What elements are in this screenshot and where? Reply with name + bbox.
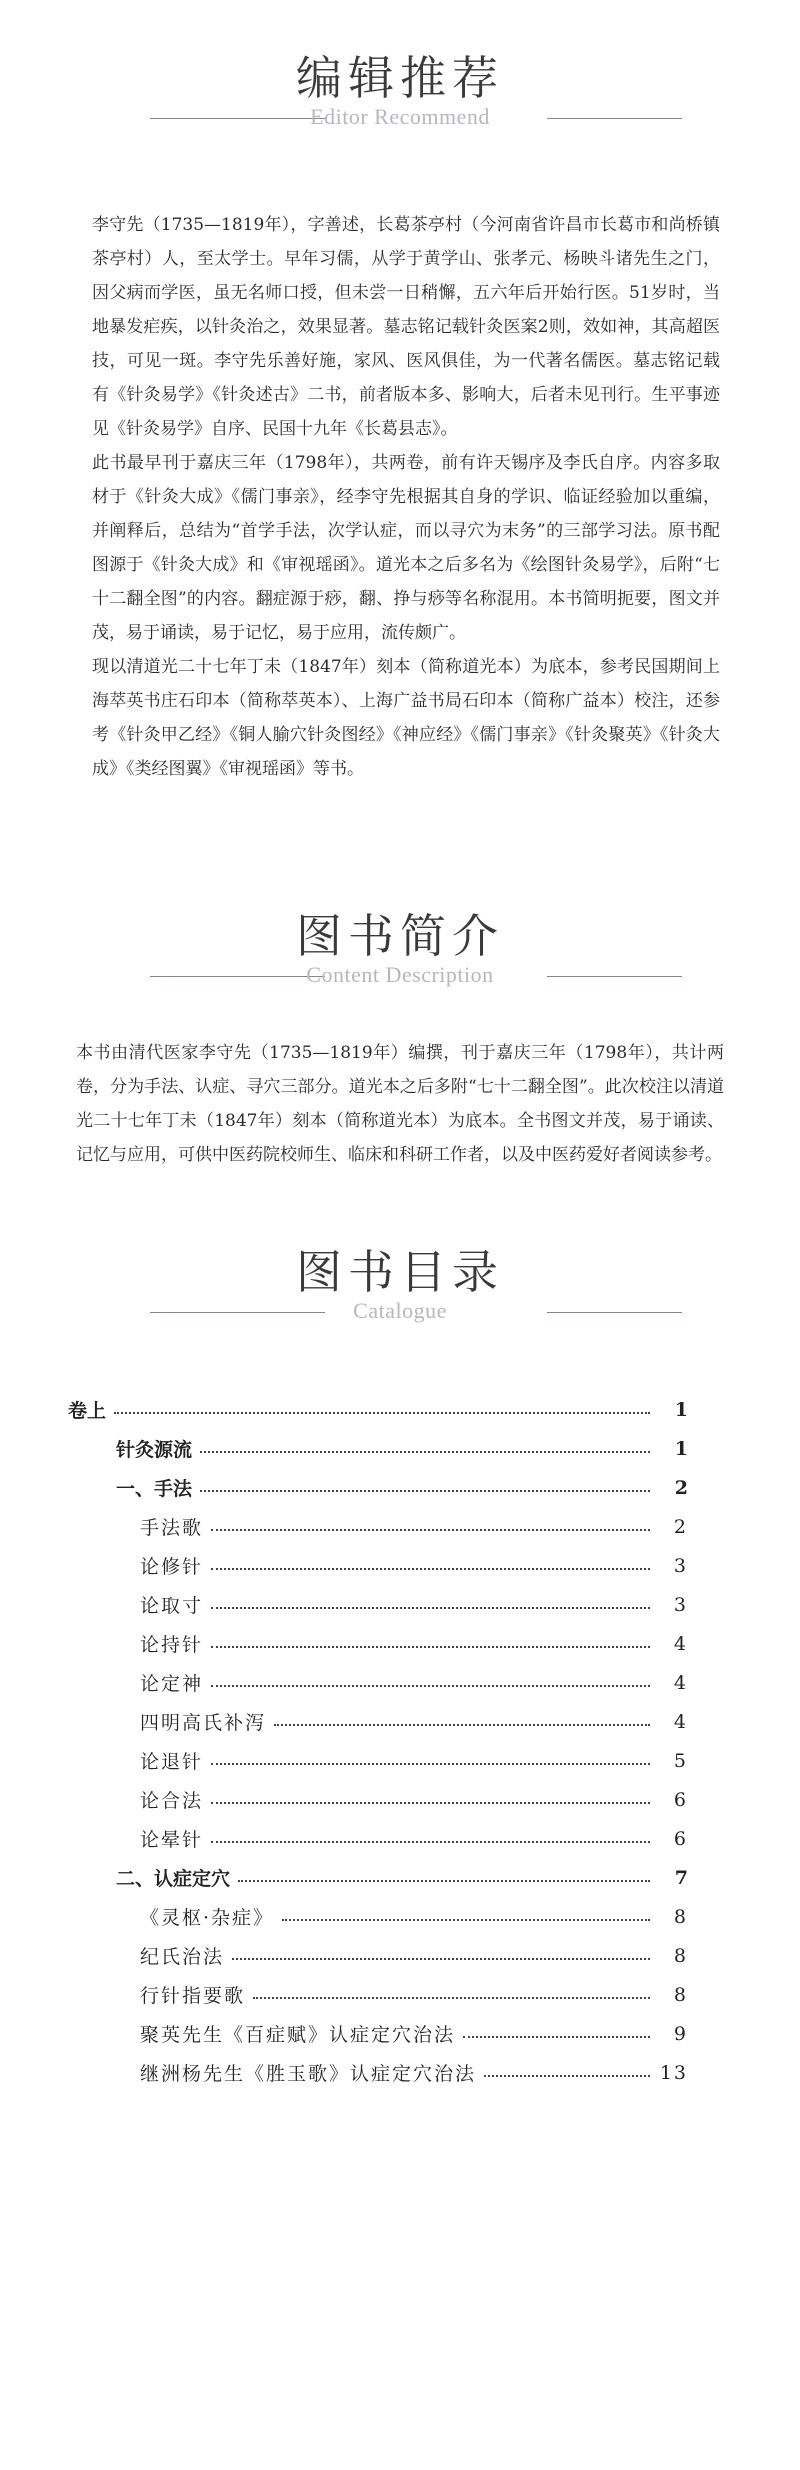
toc-entry-title: 纪氏治法 bbox=[140, 1946, 225, 1968]
toc-dot-leader bbox=[211, 1529, 650, 1531]
toc-dot-leader bbox=[463, 2036, 650, 2038]
toc-entry-title: 行针指要歌 bbox=[140, 1985, 246, 2007]
toc-entry-title: 手法歌 bbox=[140, 1517, 204, 1539]
toc-entry bbox=[68, 1819, 688, 1858]
toc-entry bbox=[68, 1975, 688, 2014]
toc-page-number: 8 bbox=[673, 1905, 688, 1928]
toc-page-number: 3 bbox=[673, 1554, 688, 1577]
toc-entry bbox=[68, 1624, 688, 1663]
toc-page-number: 4 bbox=[673, 1710, 688, 1733]
toc-entry bbox=[68, 1429, 688, 1468]
toc-page-number: 5 bbox=[673, 1749, 688, 1772]
toc-entry-title: 聚英先生《百症赋》认症定穴治法 bbox=[140, 2024, 456, 2046]
toc-entry bbox=[68, 1663, 688, 1702]
toc-dot-leader bbox=[211, 1568, 650, 1570]
toc-entry bbox=[68, 2053, 688, 2092]
toc-dot-leader bbox=[211, 1685, 650, 1687]
toc-page-number: 2 bbox=[673, 1515, 688, 1538]
toc-dot-leader bbox=[114, 1412, 650, 1414]
divider-line bbox=[547, 976, 682, 977]
toc-page-number: 3 bbox=[673, 1593, 688, 1616]
toc-entry-title: 论修针 bbox=[140, 1556, 204, 1578]
toc-dot-leader bbox=[200, 1490, 650, 1492]
toc-page-number: 4 bbox=[673, 1632, 688, 1655]
toc-page-number: 8 bbox=[673, 1983, 688, 2006]
toc-entry-title: 论取寸 bbox=[140, 1595, 204, 1617]
content-description-text bbox=[76, 1036, 724, 1172]
toc-page-number: 13 bbox=[659, 2061, 688, 2084]
toc-dot-leader bbox=[211, 1646, 650, 1648]
divider-line bbox=[547, 118, 682, 119]
section-subtitle: Catalogue bbox=[353, 1298, 447, 1323]
toc-entry bbox=[68, 1858, 688, 1897]
divider-line bbox=[547, 1312, 682, 1313]
toc-entry bbox=[68, 1741, 688, 1780]
toc-entry-title: 《灵枢·杂症》 bbox=[140, 1907, 275, 1929]
toc-page-number: 6 bbox=[673, 1788, 688, 1811]
table-of-contents bbox=[68, 1390, 688, 2092]
section-title: 图书简介 bbox=[296, 909, 504, 963]
toc-entry-title: 论合法 bbox=[140, 1790, 204, 1812]
toc-entry-title: 四明高氏补泻 bbox=[140, 1712, 267, 1734]
toc-entry-title: 一、手法 bbox=[116, 1478, 193, 1500]
toc-entry-title: 论持针 bbox=[140, 1634, 204, 1656]
toc-dot-leader bbox=[211, 1607, 650, 1609]
editor-recommend-text bbox=[92, 208, 720, 786]
toc-page-number: 2 bbox=[674, 1476, 688, 1499]
toc-entry-title: 二、认症定穴 bbox=[116, 1868, 231, 1890]
toc-entry-title: 针灸源流 bbox=[116, 1439, 193, 1461]
toc-entry-title: 论退针 bbox=[140, 1751, 204, 1773]
toc-page-number: 8 bbox=[673, 1944, 688, 1967]
toc-entry bbox=[68, 1468, 688, 1507]
editor-section-header bbox=[0, 42, 800, 162]
toc-page-number: 1 bbox=[674, 1398, 688, 1421]
toc-dot-leader bbox=[238, 1880, 650, 1882]
toc-dot-leader bbox=[274, 1724, 650, 1726]
toc-dot-leader bbox=[484, 2075, 650, 2077]
toc-dot-leader bbox=[211, 1802, 650, 1804]
toc-page-number: 4 bbox=[673, 1671, 688, 1694]
toc-dot-leader bbox=[282, 1919, 650, 1921]
toc-entry bbox=[68, 1780, 688, 1819]
section-title: 编辑推荐 bbox=[296, 51, 504, 105]
toc-entry bbox=[68, 1390, 688, 1429]
toc-dot-leader bbox=[253, 1997, 650, 1999]
toc-dot-leader bbox=[232, 1958, 650, 1960]
toc-dot-leader bbox=[200, 1451, 650, 1453]
catalogue-section-header bbox=[0, 1236, 800, 1356]
toc-entry-title: 卷上 bbox=[68, 1400, 107, 1422]
toc-entry bbox=[68, 1702, 688, 1741]
section-title: 图书目录 bbox=[296, 1245, 504, 1299]
toc-entry bbox=[68, 1585, 688, 1624]
toc-page-number: 6 bbox=[673, 1827, 688, 1850]
toc-entry bbox=[68, 1897, 688, 1936]
content-section-header bbox=[0, 900, 800, 1020]
toc-entry-title: 继洲杨先生《胜玉歌》认症定穴治法 bbox=[140, 2063, 477, 2085]
paragraph: 本书由清代医家李守先（1735—1819年）编撰，刊于嘉庆三年（1798年），共计两卷，分为手法、认症、寻穴三部分。道光本之后多附“七十二翻全图”。此次校注以清道光二十七年丁未（1847年）刻本（简称道光本）为底本。全书图文并茂，易于诵读、记忆与应用，可供中医药院校师生、临床和科研工作者，以及中医药爱好者阅读参考。 bbox=[76, 1043, 724, 1165]
toc-page-number: 7 bbox=[674, 1866, 688, 1889]
toc-entry bbox=[68, 1936, 688, 1975]
toc-entry-title: 论晕针 bbox=[140, 1829, 204, 1851]
toc-entry bbox=[68, 1546, 688, 1585]
toc-dot-leader bbox=[211, 1763, 650, 1765]
paragraph: 此书最早刊于嘉庆三年（1798年），共两卷，前有许天锡序及李氏自序。内容多取材于《针灸大成》《儒门事亲》，经李守先根据其自身的学识、临证经验加以重编，并阐释后，总结为“首学手法，次学认症，而以寻穴为末务”的三部学习法。原书配图源于《针灸大成》和《审视瑶函》。道光本之后多名为《绘图针灸易学》，后附“七十二翻全图”的内容。翻症源于痧，翻、挣与痧等名称混用。本书简明扼要，图文并茂，易于诵读，易于记忆，易于应用，流传颇广。 bbox=[92, 453, 720, 643]
toc-page-number: 1 bbox=[674, 1437, 688, 1460]
toc-dot-leader bbox=[211, 1841, 650, 1843]
toc-page-number: 9 bbox=[673, 2022, 688, 2045]
toc-entry-title: 论定神 bbox=[140, 1673, 204, 1695]
paragraph: 李守先（1735—1819年），字善述，长葛茶亭村（今河南省许昌市长葛市和尚桥镇茶亭村）人，至太学士。早年习儒，从学于黄学山、张孝元、杨映斗诸先生之门，因父病而学医，虽无名师口授，但未尝一日稍懈，五六年后开始行医。51岁时，当地暴发疟疾，以针灸治之，效果显著。墓志铭记载针灸医案2则，效如神，其高超医技，可见一斑。李守先乐善好施，家风、医风俱佳，为一代著名儒医。墓志铭记载有《针灸易学》《针灸述古》二书，前者版本多、影响大，后者未见刊行。生平事迹见《针灸易学》自序、民国十九年《长葛县志》。 bbox=[92, 215, 720, 439]
section-subtitle: Content Description bbox=[306, 962, 494, 987]
toc-entry bbox=[68, 2014, 688, 2053]
paragraph: 现以清道光二十七年丁未（1847年）刻本（简称道光本）为底本，参考民国期间上海萃英书庄石印本（简称萃英本）、上海广益书局石印本（简称广益本）校注，还参考《针灸甲乙经》《铜人腧穴针灸图经》《神应经》《儒门事亲》《针灸聚英》《针灸大成》《类经图翼》《审视瑶函》等书。 bbox=[92, 657, 720, 779]
toc-entry bbox=[68, 1507, 688, 1546]
section-subtitle: Editor Recommend bbox=[310, 104, 490, 129]
